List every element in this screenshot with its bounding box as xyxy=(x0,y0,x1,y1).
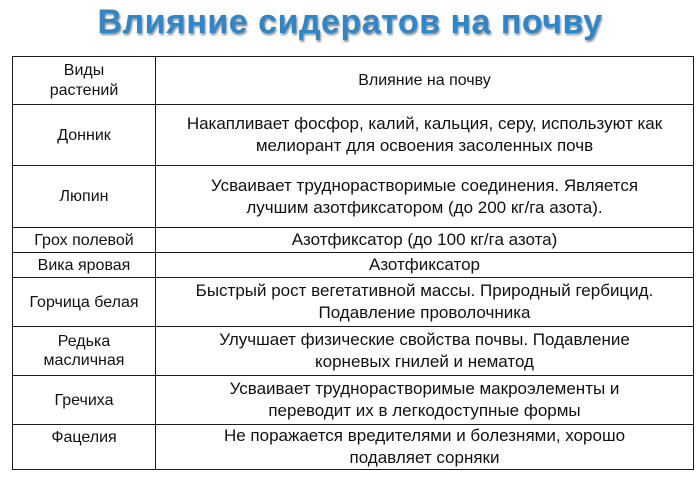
plant-effect: Улучшает физические свойства почвы. Подавление корневых гнилей и нематод xyxy=(156,327,694,376)
plant-name-label: Редька масличная xyxy=(43,333,125,369)
table-row xyxy=(13,253,694,278)
plant-effect: Усваивает труднорастворимые макроэлементы и переводит их в легкодоступные формы xyxy=(156,376,694,425)
plant-effect: Азотфиксатор xyxy=(156,253,694,278)
page-title: Влияние сидератов на почву xyxy=(97,3,603,41)
plant-effect: Накапливает фосфор, калий, кальция, серу, используют как мелиорант для освоения засоленных почв xyxy=(156,105,694,166)
plant-name: Фацелия xyxy=(13,425,156,470)
table-header-row xyxy=(13,57,694,105)
plant-effect: Не поражается вредителями и болезнями, хорошо подавляет сорняки xyxy=(156,425,694,470)
table-row xyxy=(13,376,694,425)
table-row xyxy=(13,228,694,253)
table-row xyxy=(13,425,694,470)
plant-name: Донник xyxy=(13,105,156,166)
siderates-table xyxy=(12,56,694,470)
header-plant-types xyxy=(13,57,156,105)
plant-name xyxy=(13,327,156,376)
table-row xyxy=(13,327,694,376)
table-row xyxy=(13,105,694,166)
plant-name: Вика яровая xyxy=(13,253,156,278)
table-row xyxy=(13,278,694,327)
table-row xyxy=(13,166,694,228)
plant-effect: Быстрый рост вегетативной массы. Природный гербицид. Подавление проволочника xyxy=(156,278,694,327)
plant-name: Люпин xyxy=(13,166,156,228)
plant-name: Грох полевой xyxy=(13,228,156,253)
plant-name: Гречиха xyxy=(13,376,156,425)
plant-effect: Усваивает труднорастворимые соединения. Является лучшим азотфиксатором (до 200 кг/га азота). xyxy=(156,166,694,228)
plant-name: Горчица белая xyxy=(13,278,156,327)
header-soil-effect: Влияние на почву xyxy=(156,57,694,105)
header-plant-types-label: Виды растений xyxy=(49,61,119,99)
plant-effect: Азотфиксатор (до 100 кг/га азота) xyxy=(156,228,694,253)
